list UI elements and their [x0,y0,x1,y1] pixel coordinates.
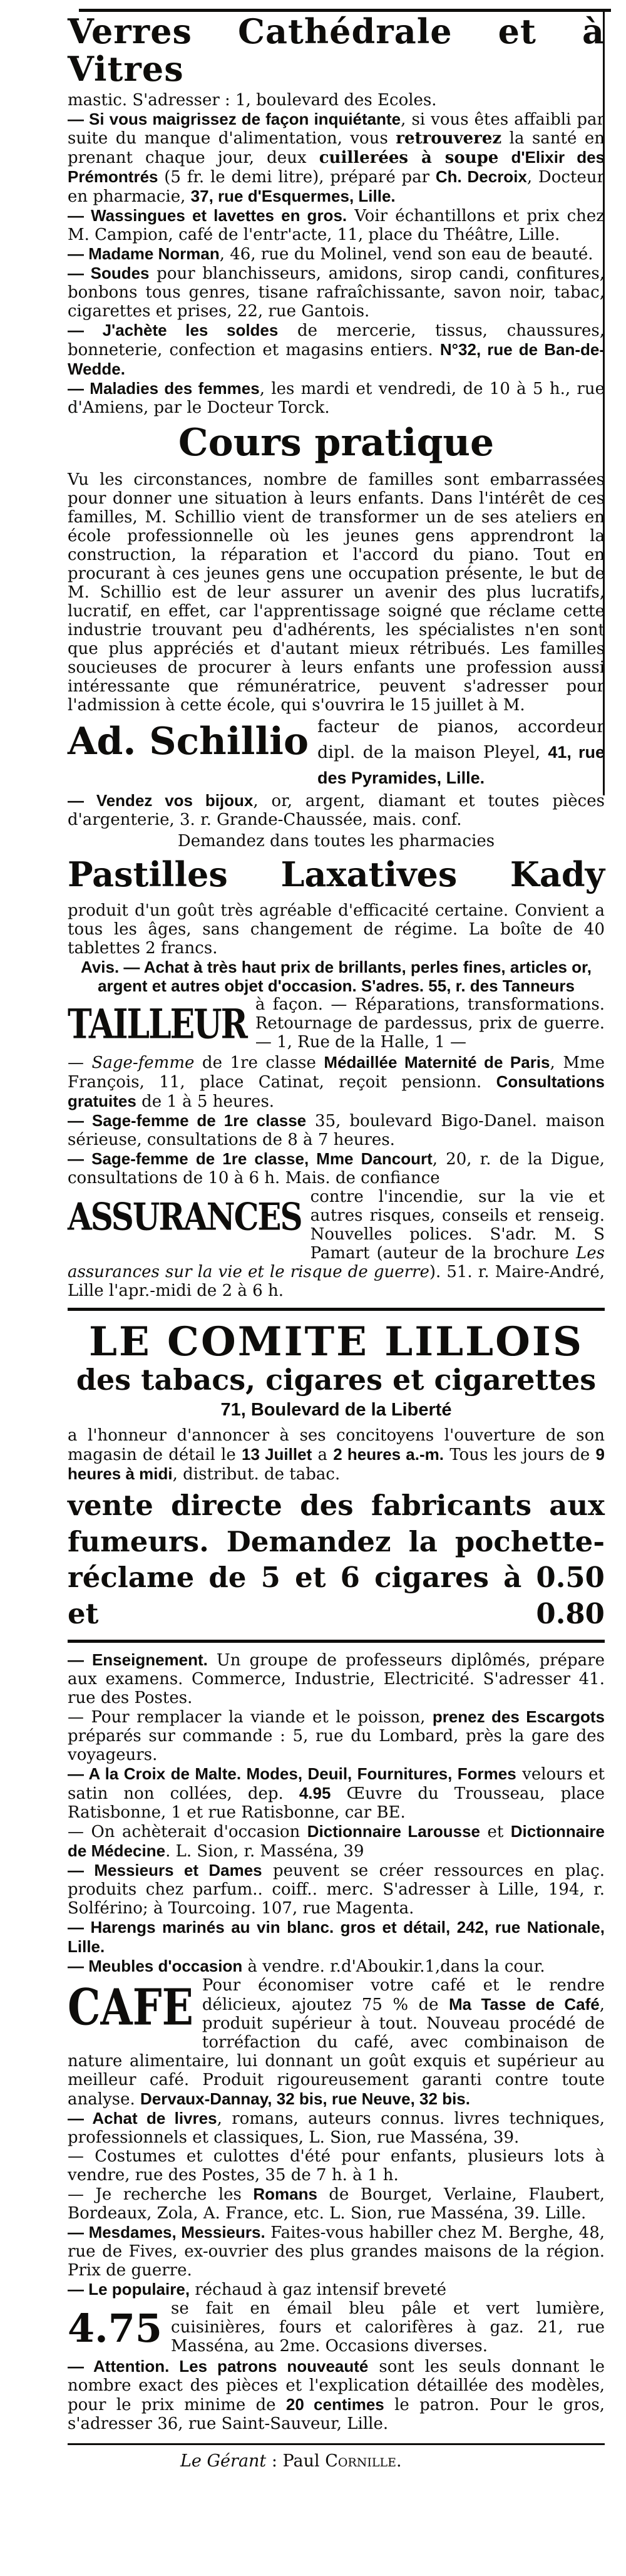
text-segment: Dictionnaire Larousse [307,1821,481,1841]
text-segment: Le Gérant [180,2451,267,2471]
text-segment: Faites-vous habiller chez M. Berghe, 48, rue de Fives, ex-ouvrier des plus grandes maisons de la région. Prix de guerre. [68,2223,605,2280]
comite-sub-headline [68,1364,605,1396]
ad-bijoux [68,791,605,829]
text-segment: Demandez dans toutes les pharmacies [177,831,495,851]
text-segment: Madame Norman [88,244,220,263]
text-segment: sont les seuls donnant le nombre exact des pièces et l'explication détaillée des modèles, pour le prix minime de [68,2357,605,2414]
ad-populaire-475-bigword: 4.75 [68,2305,163,2352]
text-segment: , 46, rue du Molinel, vend son eau de beauté. [219,244,593,264]
text-segment: Cours pratique [178,420,495,465]
text-segment: Wassingues et lavettes en gros. [91,205,347,225]
text-segment: prenez des Escargots [432,1707,605,1726]
ad-assurances [68,1187,605,1300]
text-segment: ). 51. r. Maire-André, Lille l'apr.-midi de 2 à 6 h. [68,1262,605,1300]
text-segment: Dervaux-Dannay, 32 bis, rue Neuve, 32 bis. [140,2089,470,2108]
text-segment: — [68,1149,92,1168]
text-segment: 71, Boulevard de la Liberté [220,1400,452,1420]
text-segment: — [68,2222,89,2242]
text-segment: Achat de livres [92,2108,217,2128]
text-segment: — On achèterait d'occasion [68,1822,307,1841]
text-segment: Meubles d'occasion [88,1956,243,1975]
text-segment: retrouverez [396,128,502,148]
text-segment: 20 centimes [285,2394,384,2414]
text-segment: Sage-femme [91,1053,195,1072]
text-segment: Ma Tasse de Café [448,1994,600,2014]
ad-soudes [68,264,605,321]
text-segment: Consultations gratuites [68,1072,605,1110]
text-segment: , 20, r. de la Digue, consultations de 10 à 6 h. Mais. de confiance [68,1149,605,1187]
ad-elixir [68,110,605,206]
ad-wassingues [68,206,605,244]
kady-body [68,901,605,958]
ad-schillio-bigword: Ad. Schillio [68,720,309,764]
pharmacies-line [68,832,605,851]
text-segment: — [68,263,91,282]
gerant-signature [180,2451,605,2471]
ad-costumes [68,2147,605,2185]
ad-verres-body [68,91,605,110]
text-segment: — [68,205,91,225]
text-segment: — [68,109,90,128]
text-segment: pour blanchisseurs, amidons, sirop candi, confitures, bonbons tous genres, tisane rafraîchissante, savon noir, tabac, cigarettes et prises, 22, rue Gantois. [68,264,605,321]
text-segment: mastic. S'adresser : 1, boulevard des Ecoles. [68,90,437,110]
text-segment: a [312,1446,334,1465]
text-segment: Un groupe de professeurs diplômés, prépare aux examens. Commerce, Industrie, Electricité. S'adresser 41. rue des Postes. [68,1650,605,1707]
text-segment: Cornille. [325,2451,402,2471]
text-segment: produit d'un goût très agréable d'efficacité certaine. Convient a tous les âges, sans changement de régime. La boîte de 40 tablettes 2 francs. [68,901,605,958]
text-segment: Voir échantillons et prix chez M. Campion, café de l'entr'acte, 11, place du Théâtre, Lille. [68,206,605,244]
text-segment: se fait en émail bleu pâle et vert lumière, cuisinières, fours et calorifères à gaz. 21, rue Masséna, au 2me. Occasions diverses. [171,2299,605,2356]
text-segment: Attention. Les patrons nouveauté [93,2356,369,2376]
ad-enseignement [68,1650,605,1707]
text-segment: réchaud à gaz intensif breveté [190,2280,447,2299]
ad-schillio [68,715,605,791]
text-segment: facteur de pianos, accordeur dipl. de la maison Pleyel, [317,716,605,762]
ad-messieurs-dames [68,1861,605,1918]
text-segment: — [68,1956,89,1975]
ad-verres-headline [68,13,605,88]
text-segment: et [480,1822,511,1841]
sage-femme-1 [68,1053,605,1111]
ad-attention [68,2357,605,2433]
ad-livres [68,2109,605,2147]
text-segment: 13 Juillet [241,1445,312,1464]
text-segment: à façon. — Réparations, transformations. Retournage de pardessus, prix de guerre. [255,995,605,1033]
text-segment: N°32, rue de Ban-de-Wedde. [68,339,605,378]
text-segment: 37, rue d'Esquermes [190,186,349,205]
text-segment: 35, boulevard Bigo-Danel. maison sérieuse, consultations de 8 à 7 heures. [68,1111,605,1149]
text-segment: — [68,244,89,263]
ad-cafe [68,1976,605,2109]
text-segment: contre l'incendie, sur la vie et autres risques, conseils et renseig. Nouvelles polices. S'adr. M. S Pamart (auteur de la brochure [310,1187,605,1263]
text-segment: , or, argent, diamant et toutes pièces d'argenterie, 3. r. Grande-Chaussée, mais. conf. [68,791,605,829]
text-segment: Avis. — Achat à très haut prix de brillants, perles fines, articles or, argent et autres objet d'occasion. S'adres. 55, r. des Tanneurs [81,957,592,995]
comite-address [68,1399,605,1421]
text-segment: de Bourget, Verlaine, Flaubert, Bordeaux, Zola, A. France, etc. L. Sion, rue Masséna, 39. Lille. [68,2185,605,2223]
text-segment: Enseignement. [91,1650,208,1669]
ad-maladies [68,379,605,417]
text-segment: , produit supérieur à tout. Nouveau procédé de torréfaction du café, avec combinaison de nature alimentaire, lui donnant un goût exquis et supérieur au meilleur café. Produit rigoureusement garanti contre toute analyse. [68,1995,605,2109]
text-segment: Verres Cathédrale et à Vitres [68,11,605,90]
text-segment: LE COMITE LILLOIS [88,1318,584,1365]
text-segment: Mesdames, Messieurs. [88,2222,265,2242]
cours-pratique-body [68,470,605,715]
text-segment: — [68,790,96,810]
text-segment: — Je recherche les [68,2185,254,2204]
ad-cafe-bigword: CAFE [68,1977,193,2036]
text-segment: — [68,1764,89,1783]
text-segment: Romans [253,2184,317,2203]
text-segment: , Mme François, 11, place Catinat, reçoit pensionn. [68,1053,605,1092]
ad-soldes [68,321,605,379]
comite-lillois-headline [68,1318,605,1365]
ad-tailleur [68,995,605,1053]
text-segment: Les assurances sur la vie et le risque de guerre [68,1243,605,1281]
text-segment: J'achète les soldes [102,320,279,339]
text-segment: — 1, Rue de la Halle, 1 — [255,1032,467,1052]
ad-tailleur-bigword: TAILLEUR [68,1000,247,1048]
text-segment: de 1re classe [194,1053,324,1072]
text-segment: , Lille. [349,186,396,205]
cours-pratique-headline [68,420,605,465]
text-segment: 9 heures à midi [68,1445,605,1484]
ad-norman [68,244,605,264]
ad-mesdames [68,2223,605,2280]
text-segment: 2 heures a.-m. [333,1445,444,1464]
text-segment: — [68,1053,92,1072]
text-segment: préparés sur commande : 5, rue du Lombard, près la gare des voyageurs. [68,1726,605,1764]
text-segment: Tous les jours de [444,1446,596,1465]
sage-femme-2 [68,1111,605,1149]
ad-populaire [68,2280,605,2299]
text-segment: Si vous maigrissez de façon inquiétante [89,109,401,128]
comite-bigtext [68,1487,605,1632]
text-segment: — [68,2108,93,2128]
text-segment: Le populaire, [88,2279,190,2299]
text-segment: Vendez vos bijoux [96,790,254,810]
text-segment: (5 fr. le demi litre), préparé par [158,167,436,187]
text-segment: Œuvre du Trousseau, place Ratisbonne, 1 et rue Ratisbonne, car BE. [68,1784,605,1822]
text-segment: velours et satin non collées, dep. [68,1764,605,1803]
text-segment: à vendre. r.d'Aboukir.1,dans la cour. [242,1957,545,1976]
text-segment: d'Elixir des Prémontrés [68,147,605,186]
text-segment: . L. Sion, r. Masséna, 39 [165,1841,364,1861]
text-segment: — Pour remplacer la viande et le poisson, [68,1707,433,1727]
text-segment: Ch. Decroix [435,167,527,186]
ad-dictionnaires [68,1822,605,1861]
text-segment: 4.95 [299,1783,331,1803]
text-segment: , distribut. de tabac. [172,1465,341,1484]
section-rule-2 [68,1640,605,1643]
comite-body [68,1426,605,1484]
text-segment: — Costumes et culottes d'été pour enfants, plusieurs lots à vendre, rue des Postes, 35 de 7 h. à 1 h. [68,2146,605,2185]
kady-headline [68,854,605,894]
text-segment: — [68,1860,95,1880]
text-segment: , les mardi et vendredi, de 10 à 5 h., rue d'Amiens, par le Docteur Torck. [68,379,605,417]
text-segment: — [68,1650,92,1669]
text-segment: le patron. Pour le gros, s'adresser 36, rue Saint-Sauveur, Lille. [68,2395,605,2433]
text-segment: : Paul [266,2451,326,2471]
text-segment: , romans, auteurs connus. livres techniques, professionnels et classiques, L. Sion, rue Masséna, 39. [68,2109,605,2147]
text-segment: Soudes [90,263,150,282]
text-segment: — [68,1917,91,1937]
ad-escargots [68,1707,605,1764]
text-segment: vente directe des fabricants aux fumeurs. Demandez la pochette-réclame de 5 et 6 cigares à 0.50 et 0.80 [68,1489,605,1630]
text-segment: — [68,320,103,339]
text-segment: Messieurs et Dames [94,1860,262,1880]
text-segment: Harengs marinés au vin blanc. gros et détail, 242, rue Nationale, Lille. [68,1917,605,1956]
text-segment [498,148,511,167]
text-segment: a l'honneur d'annoncer à ses concitoyens l'ouverture de son magasin de détail le [68,1426,605,1465]
text-segment: — [68,2279,89,2299]
text-segment: Sage-femme de 1re classe [91,1110,307,1130]
ad-assurances-bigword: ASSURANCES [68,1194,302,1239]
text-segment: Sage-femme de 1re classe, Mme Dancourt [91,1149,433,1168]
text-segment: la santé en prenant chaque jour, deux [68,128,605,167]
text-segment: Pastilles Laxatives Kady [68,854,605,894]
text-segment: — [68,2356,94,2376]
text-segment: , Docteur en pharmacie, [68,167,605,206]
text-segment: — [68,1110,92,1130]
ad-croix-de-malte [68,1764,605,1822]
ad-romans [68,2185,605,2223]
text-segment: peuvent se créer ressources en plaç. produits chez parfum.. coiff.. merc. S'adresser à Lille, 194, r. Solférino; à Tourcoing. 107, rue Magenta. [68,1861,605,1918]
text-segment: 41, rue des Pyramides, Lille. [317,742,605,787]
text-segment: Dictionnaire de Médecine [68,1821,605,1860]
text-segment: cuillerées à soupe [319,148,499,167]
text-segment: des tabacs, cigares et cigarettes [76,1362,597,1397]
ad-populaire-475 [68,2299,605,2357]
ads-column [68,0,605,2471]
text-segment: de 1 à 5 heures. [136,1092,275,1111]
text-segment: Vu les circonstances, nombre de familles sont embarrassées pour donner une situation à leurs enfants. Dans l'intérêt de ces familles, M. Schillio vient de transformer un de ses ateliers en école professionnelle où les jeunes gens apprendront la construction, la réparation et l'accord du piano. Tout en procurant à ces jeunes gens une occupation présente, le but de M. Schillio est de leur assurer un avenir des plus lucratifs, lucratif, en effet, car l'apprentissage soigné que réclame cette industrie trouvant peu d'adhérents, les spécialistes n'en sont que plus appréciés et d'autant mieux rétribués. Les familles soucieuses de procurer à leurs enfants une profession aussi intéressante que rémunératrice, peuvent s'adresser pour l'admission à cette école, qui s'ouvrira le 15 juillet à M. [68,470,605,715]
text-segment: Pour économiser votre café et le rendre délicieux, ajoutez 75 % de [202,1975,605,2014]
text-segment: Médaillée Maternité de Paris [324,1052,550,1072]
text-segment: Maladies des femmes [90,378,260,398]
ad-harengs [68,1918,605,1957]
text-segment: de mercerie, tissus, chaussures, bonneterie, confection et magasins entiers. [68,321,605,360]
text-segment: A la Croix de Malte. Modes, Deuil, Fournitures, Formes [88,1764,516,1783]
footer-rule [68,2443,605,2445]
text-segment: , si vous êtes affaibli par suite du manque d'alimentation, vous [68,110,605,148]
text-segment: — [68,378,90,398]
section-rule-1 [68,1308,605,1311]
sage-femme-3 [68,1149,605,1187]
